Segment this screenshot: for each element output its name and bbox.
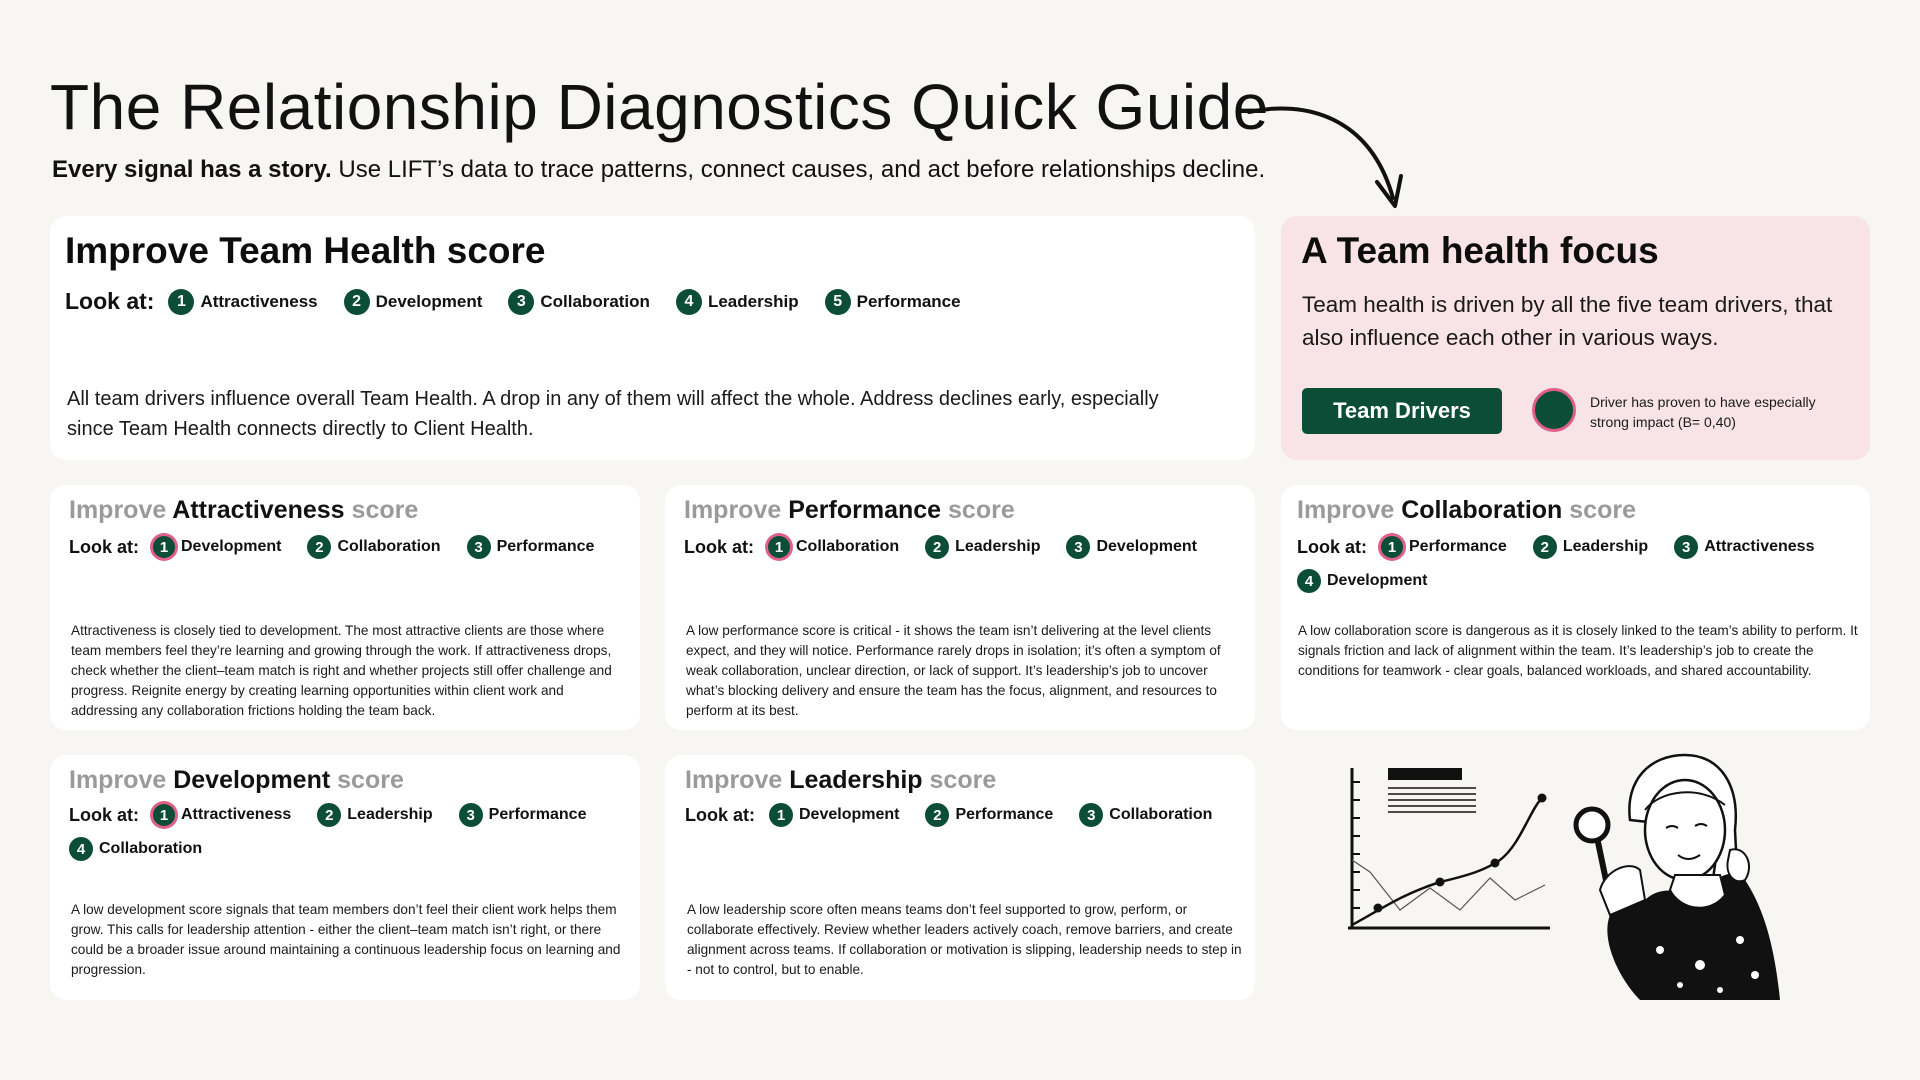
driver-label: Performance [488,806,587,823]
improve-word: Improve [69,766,174,794]
driver-number: 2 [925,535,949,559]
driver-label: Leadership [707,291,799,311]
development-title [69,766,404,795]
driver-number: 3 [1079,803,1103,827]
attractiveness-card [50,485,640,730]
collaboration-card [1281,485,1870,730]
driver-number-highlighted: 1 [153,536,175,558]
improve-word: Improve [1297,496,1402,524]
driver-number: 5 [825,289,851,315]
person-with-magnifier-icon [1570,750,1790,1005]
driver-number: 3 [508,289,534,315]
driver-name: Leadership [789,766,923,794]
driver-name: Attractiveness [172,496,345,524]
strong-impact-legend-icon [1532,388,1576,432]
development-body: A low development score signals that team members don’t feel their client work helps them grow. This calls for leadership attention - either the client–team match isn’t right, or there could be a broader issue around maintaining a continuous leadership focus on learning and progression. [71,902,621,977]
driver-label: Performance [856,291,961,311]
driver-number: 2 [925,803,949,827]
subtitle-rest: Use LIFT’s data to trace patterns, connect causes, and act before relationships decline. [331,156,1266,183]
driver-label: Leadership [347,806,433,823]
driver-label: Attractiveness [200,291,318,311]
driver-label: Collaboration [540,291,650,311]
driver-name: Development [173,766,331,794]
driver-label: Development [1327,572,1428,589]
score-word: score [922,766,997,794]
driver-chip [925,535,1040,559]
driver-label: Performance [496,538,595,555]
look-at-label: Look at: [684,536,754,557]
improve-word: Improve [69,496,173,524]
driver-number: 4 [69,837,93,861]
look-at-label: Look at: [685,804,755,825]
driver-number: 2 [317,803,341,827]
look-at-label: Look at: [69,804,139,825]
look-at-label: Look at: [69,536,139,557]
team-health-focus-card [1281,216,1870,460]
performance-drivers [684,535,1244,559]
development-drivers [69,803,629,861]
look-at-label: Look at: [1297,536,1367,557]
driver-chip [676,289,799,315]
team-drivers-button[interactable]: Team Drivers [1302,388,1502,434]
driver-number: 3 [467,535,491,559]
driver-number: 1 [769,803,793,827]
leadership-drivers [685,803,1245,827]
driver-chip [925,803,1053,827]
driver-label: Development [1096,538,1197,555]
line-chart-icon [1340,760,1560,935]
driver-number: 1 [168,289,194,315]
driver-label: Performance [955,806,1054,823]
focus-title: A Team health focus [1301,230,1659,271]
driver-number: 3 [459,803,483,827]
curved-arrow-icon [1245,98,1405,218]
driver-name: Performance [788,496,942,524]
score-word: score [330,766,404,794]
driver-label: Collaboration [796,538,900,555]
score-word: score [1562,496,1636,524]
driver-number: 2 [344,289,370,315]
collaboration-title [1297,496,1636,525]
driver-chip [1674,535,1814,559]
driver-chip [69,837,202,861]
driver-chip [467,535,595,559]
team-health-card [50,216,1255,460]
improve-word: Improve [685,766,790,794]
improve-word: Improve [684,496,789,524]
driver-chip [769,803,899,827]
attractiveness-body: Attractiveness is closely tied to development. The most attractive clients are those where team members feel they’re learning and growing through the work. If attractiveness drops, check whether the client–team match is right and whether projects still offer challenge and progress. Reignite energy by creating learning opportunities within client work and addressing any collaboration frictions holding the team back. [71,623,612,718]
driver-number: 4 [676,289,702,315]
team-health-title: Improve Team Health score [65,230,546,271]
collaboration-drivers [1297,535,1862,593]
driver-number: 3 [1066,535,1090,559]
driver-chip [1297,569,1427,593]
driver-number: 4 [1297,569,1321,593]
driver-chip [1533,535,1648,559]
driver-chip [1079,803,1212,827]
driver-chip [768,536,899,558]
look-at-label: Look at: [65,288,155,314]
performance-title [684,496,1015,525]
driver-chip [307,535,440,559]
score-word: score [941,496,1015,524]
driver-number-highlighted: 1 [1381,536,1403,558]
attractiveness-title [69,496,418,525]
driver-label: Performance [1409,538,1507,555]
driver-label: Leadership [1562,538,1649,555]
driver-label: Attractiveness [181,806,292,823]
leadership-card [665,755,1255,1000]
leadership-title [685,766,996,795]
driver-chip [825,289,961,315]
page-subtitle [52,156,1265,184]
subtitle-bold: Every signal has a story. [52,156,332,183]
driver-chip [344,289,483,315]
driver-label: Development [799,806,900,823]
driver-label: Attractiveness [1704,538,1815,555]
focus-body: Team health is driven by all the five team drivers, that also influence each other in various ways. [1302,292,1833,350]
driver-chip [153,804,291,826]
driver-label: Leadership [955,538,1041,555]
driver-label: Development [181,538,282,555]
page-title: The Relationship Diagnostics Quick Guide [50,71,1269,143]
driver-number-highlighted: 1 [768,536,790,558]
driver-number: 2 [307,535,331,559]
performance-body: A low performance score is critical - it shows the team isn’t delivering at the level clients expect, and they will notice. Performance rarely drops in isolation; it’s often a symptom of weak collaboration, unclear direction, or lack of support. It’s leadership’s job to uncover what’s blocking delivery and ensure the team has the focus, alignment, and resources to perform at its best. [686,623,1221,718]
driver-chip [1066,535,1196,559]
score-word: score [344,496,419,524]
driver-label: Collaboration [1109,806,1213,823]
attractiveness-drivers [69,535,629,559]
team-health-body: All team drivers influence overall Team Health. A drop in any of them will affect the whole. Address declines early, especially since Team Health connects directly to Client Health. [67,388,1159,440]
driver-number: 3 [1674,535,1698,559]
driver-name: Collaboration [1401,496,1563,524]
collaboration-body: A low collaboration score is dangerous as it is closely linked to the team’s ability to perform. It signals friction and lack of alignment within the team. It’s leadership’s job to create the conditions for teamwork - clear goals, balanced workloads, and shared accountability. [1298,623,1858,678]
driver-label: Collaboration [99,840,203,857]
development-card [50,755,640,1000]
driver-label: Collaboration [337,538,441,555]
driver-chip [459,803,587,827]
driver-number-highlighted: 1 [153,804,175,826]
driver-chip [153,536,281,558]
driver-chip [317,803,432,827]
driver-label: Development [375,291,483,311]
driver-number: 2 [1533,535,1557,559]
driver-chip [508,289,650,315]
driver-chip [168,289,317,315]
team-health-drivers [65,288,987,315]
performance-card [665,485,1255,730]
driver-chip [1381,536,1507,558]
strong-impact-legend-text: Driver has proven to have especially strong impact (B= 0,40) [1590,394,1816,430]
leadership-body: A low leadership score often means teams don’t feel supported to grow, perform, or collaborate effectively. Review whether leaders actively coach, remove barriers, and create alignment across teams. If collaboration or motivation is slipping, leadership needs to step in - not to control, but to enable. [687,902,1242,977]
